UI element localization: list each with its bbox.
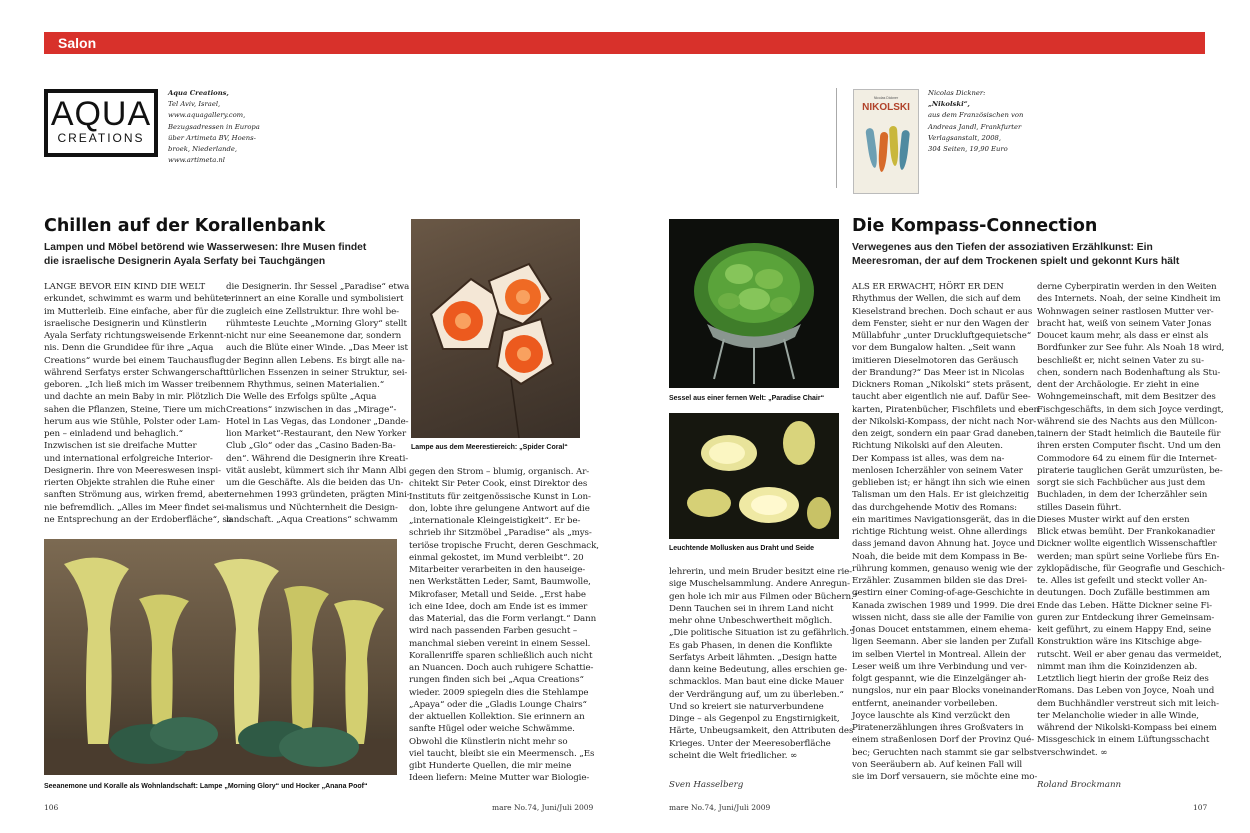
text-line: Joyce lauschte als Kind verzückt den xyxy=(852,710,1011,721)
text-line: Inzwischen ist sie dreifache Mutter xyxy=(44,441,197,452)
text-line: geboren. „Ich ließ mich im Wasser treiben xyxy=(44,380,227,390)
text-line: Es gab Phasen, in denen die Konflikte xyxy=(669,640,833,651)
text-line: sie im Dorf versauern, sie möchte eine mo- xyxy=(852,772,1038,782)
source-line: Bezugsadressen in Europa xyxy=(168,122,260,131)
text-line: dent der Archäologie. Er zieht in eine xyxy=(1037,380,1200,390)
text-line: manchmal sieben vereint in einem Sessel. xyxy=(409,638,591,649)
text-line: teriöse tropische Frucht, deren Geschmack, xyxy=(409,540,599,551)
text-line: sahen die Pflanzen, Steine, Tiere um mich xyxy=(44,404,226,415)
text-line: Härte, Unbeugsamkeit, den Attributen des xyxy=(669,726,854,737)
source-line: Tel Aviv, Israel, xyxy=(168,100,221,109)
text-line: keit geführt, zu einem Happy End, seine xyxy=(1037,625,1212,635)
text-line: landschaft. „Aqua Creations“ schwamm xyxy=(226,514,398,525)
text-line: Obwohl die Künstlerin nicht mehr so xyxy=(409,736,568,747)
text-line: einem straßenlosen Dorf der Provinz Qué- xyxy=(852,735,1035,746)
source-info-right xyxy=(928,88,1023,155)
article-subtitle-right xyxy=(852,241,1179,268)
text-line: nem Rhythmus, seinen Materialien.“ xyxy=(226,380,385,390)
source-line: „Nikolski“, xyxy=(928,100,970,109)
text-line: deutungen. Doch Zufälle bestimmen am xyxy=(1037,588,1210,599)
text-line: Designerin. Ihre von Meereswesen inspi- xyxy=(44,465,221,476)
article-title-left: Chillen auf der Korallenbank xyxy=(44,216,326,236)
text-line: Ende das Leben. Hätte Dickner seine Fi- xyxy=(1037,600,1212,611)
source-line: Andreas Jandl, Frankfurter xyxy=(928,122,1022,131)
aqua-creations-logo: AQUA CREATIONS xyxy=(44,89,158,157)
text-line: bracht hat, weiß von seinem Vater Jonas xyxy=(1037,318,1212,329)
text-line: Creations“ wurde bei einem Tauchausflug xyxy=(44,355,226,366)
text-line: gestirn einer Coming-of-age-Geschichte in xyxy=(852,588,1035,599)
text-line: gen hole ich mir aus Filmen oder Büchern.“ xyxy=(669,591,858,602)
text-line: folgt gespannt, wie die Einzelgänger ah- xyxy=(852,674,1027,684)
text-line: derne Cyberpiratin werden in den Weiten xyxy=(1037,282,1217,292)
text-line: zyklopädische, für Geografie und Geschich- xyxy=(1037,563,1225,574)
text-line: guren zur Entdeckung ihrer Gemeinsam- xyxy=(1037,612,1215,623)
text-line: rungen finden sich bei „Aqua Creations“ xyxy=(409,675,584,686)
text-line: Commodore 64 zu einem für die Internet- xyxy=(1037,453,1217,464)
text-line: ligen Seemann. Aber sie landen per Zufall xyxy=(852,637,1034,648)
text-line: stilles Dasein führt. xyxy=(1037,502,1122,513)
text-line: um die Geschäfte. Als die beiden das Un- xyxy=(226,478,404,488)
text-line: sanfte Hügel oder weiche Schwämme. xyxy=(409,724,575,735)
text-line: Kanada zwischen 1989 und 1999. Die drei xyxy=(852,600,1035,611)
text-line: Blick etwas bemüht. Der Frankokanadier xyxy=(1037,527,1215,537)
text-line: während sie des Nachts aus den Müllcon- xyxy=(1037,416,1218,427)
text-line: Krieges. Unter der Meeresoberfläche xyxy=(669,738,831,749)
text-line: sige Muschelsammlung. Andere Anregun- xyxy=(669,579,850,590)
text-line: während der Nikolski-Kompass bei einem xyxy=(1037,723,1217,733)
text-line: taucht aber eigentlich nie auf. Dafür See- xyxy=(852,392,1031,403)
text-line: Richtung Nikolski auf den Aleuten. xyxy=(852,441,1003,452)
text-line: den zeigt, sondern ein paar Grad daneben, xyxy=(852,429,1037,439)
text-line: das durchgehende Motiv des Romans: xyxy=(852,502,1017,513)
caption-spider-coral: Lampe aus dem Meerestiereich: „Spider Coral“ xyxy=(411,444,568,451)
source-line: Verlagsanstalt, 2008, xyxy=(928,133,1002,142)
subtitle-line: Verwegenes aus den Tiefen der assoziativen Erzählkunst: Ein xyxy=(852,242,1153,253)
text-line: erinnert an eine Koralle und symbolisiert xyxy=(226,294,404,305)
text-line: richtige Richtung weist. Ohne allerdings xyxy=(852,527,1027,537)
text-line: dem Buchhändler verstreut sich mit leich- xyxy=(1037,698,1219,709)
text-line: der Verdrängung auf, um zu überleben.“ xyxy=(669,689,844,700)
text-line: „internationale Kleingeistigkeit“. Er be- xyxy=(409,516,581,526)
text-line: Instituts für zeitgenössische Kunst in Lon- xyxy=(409,491,591,502)
text-line: Missgeschick in einem Lüftungsschacht xyxy=(1037,735,1210,746)
text-line: sorgt sie sich Fachbücher aus just dem xyxy=(1037,478,1206,488)
text-line: erkundet, schwimmt es warm und behütet xyxy=(44,294,228,305)
text-line: Fischgeschäfts, in dem sich Joyce verdingt, xyxy=(1037,404,1224,415)
text-line: einmal gekostet, im Mund verbleibt“. 20 xyxy=(409,552,584,563)
text-line: „Die politische Situation ist zu gefährlich.“ xyxy=(669,628,854,639)
text-line: herum aus wie Stühle, Polster oder Lam- xyxy=(44,416,221,427)
text-line: nen Werkstätten Leder, Samt, Baumwolle, xyxy=(409,577,591,588)
text-line: wird nach passenden Farben gesucht – xyxy=(409,626,578,637)
text-line: vität auslebt, kümmert sich ihr Mann Albi xyxy=(226,465,407,476)
text-line: te. Alles ist gefeilt und steckt voller An- xyxy=(1037,576,1207,586)
text-line: bec; Geruchten nach stammt sie gar selbst xyxy=(852,747,1037,758)
text-line: don, lobte ihre gelungene Antwort auf die xyxy=(409,503,590,514)
text-line: Die Welle des Erfolgs spülte „Aqua xyxy=(226,392,377,403)
text-line: dem Fenster, sieht er nur den Wagen der xyxy=(852,318,1029,329)
body-column-5 xyxy=(852,281,1040,783)
text-line: werden; man spürt seine Vorliebe fürs En- xyxy=(1037,551,1220,562)
text-line: Dinge – als Gegenpol zu Engstirnigkeit, xyxy=(669,714,840,724)
source-line: über Artimeta BV, Hoens- xyxy=(168,133,256,142)
text-line: ich eine Idee, doch am Ende ist es immer xyxy=(409,601,588,612)
source-line: www.artimeta.nl xyxy=(168,156,225,165)
issue-info-right: mare No.74, Juni/Juli 2009 xyxy=(669,803,771,812)
text-line: nicht nur eine Seeanemone dar, sondern xyxy=(226,331,402,341)
text-line: Dickner wollte eigentlich Wissenschaftler xyxy=(1037,539,1217,550)
text-line: nungslos, nur ein paar Blocks voneinander xyxy=(852,686,1037,697)
section-bar xyxy=(44,32,1205,54)
text-line: schmacklos. Man baut eine dicke Mauer xyxy=(669,677,844,688)
text-line: Letztlich liegt hierin der große Reiz des xyxy=(1037,674,1209,684)
page-number-right: 107 xyxy=(1193,803,1208,812)
source-line: Aqua Creations, xyxy=(168,89,229,97)
column-divider xyxy=(836,88,837,188)
text-line: ter Melancholie wieder in alle Winde, xyxy=(1037,710,1199,721)
text-line: verschwindet. ∞ xyxy=(1037,747,1108,758)
text-line: Talisman um den Hals. Er ist gleichzeitig xyxy=(852,490,1029,501)
text-line: Dickners Roman „Nikolski“ stets präsent, xyxy=(852,380,1032,390)
seeanemone-photo xyxy=(44,539,397,775)
text-line: „Apaya“ oder die „Gladis Lounge Chairs“ xyxy=(409,699,587,710)
text-line: rutscht. Weil er aber genau das vermeidet, xyxy=(1037,649,1222,660)
caption-paradise-chair: Sessel aus einer fernen Welt: „Paradise Chair“ xyxy=(669,395,825,402)
text-line: auch die Blüte einer Winde. „Das Meer ist xyxy=(226,343,408,354)
source-line: aus dem Französischen von xyxy=(928,111,1024,120)
text-line: Piratenerzählungen ihres Großvaters in xyxy=(852,723,1024,733)
text-line: rühmteste Leuchte „Morning Glory“ stellt xyxy=(226,318,407,329)
text-line: zugleich eine Zellstruktur. Ihre wohl be- xyxy=(226,306,399,317)
text-line: ALS ER ERWACHT, HÖRT ER DEN xyxy=(852,282,1004,292)
text-line: karten, Piratenbücher, Fischfilets und eben xyxy=(852,404,1040,415)
text-line: wissen nicht, dass sie alle der Familie von xyxy=(852,612,1033,623)
page-number-left: 106 xyxy=(44,803,59,812)
subtitle-line: Meeresroman, der auf dem Trockenen spielt und gekonnt Kurs hält xyxy=(852,255,1180,267)
text-line: türlichen Essenzen in seiner Struktur, sei- xyxy=(226,367,408,378)
text-line: ne Entsprechung an der Erdoberfläche“, so xyxy=(44,514,232,525)
text-line: und dachte an mein Baby in mir. Plötzlich xyxy=(44,392,224,403)
text-line: Erzähler. Zusammen bilden sie das Drei- xyxy=(852,576,1028,586)
text-line: wieder. 2009 spiegeln dies die Stehlampe xyxy=(409,687,589,698)
text-line: der Brandung?“ Das Meer ist in Nicolas xyxy=(852,367,1025,378)
text-line: Jonas Doucet entstammen, einem ehema- xyxy=(852,625,1032,635)
author-signature-left: Sven Hasselberg xyxy=(669,780,744,790)
text-line: Korallenriffe sparen schließlich auch nicht xyxy=(409,650,593,661)
text-line: nis. Denn die Grundidee für ihre „Aqua xyxy=(44,343,214,354)
text-line: Konstruktion wäre ins Kitschige abge- xyxy=(1037,637,1202,648)
text-line: nimmt man ihm die Koinzidenzen ab. xyxy=(1037,661,1198,672)
text-line: der Nikolski-Kompass, der nicht nach Nor- xyxy=(852,416,1037,427)
article-title-right: Die Kompass-Connection xyxy=(852,216,1098,236)
spider-coral-photo xyxy=(411,219,580,438)
text-line: Dieses Muster wirkt auf den ersten xyxy=(1037,514,1190,525)
text-line: Buchladen, in dem der Icherzähler sein xyxy=(1037,490,1208,501)
text-line: Und so kreiert sie naturverbundene xyxy=(669,701,824,712)
text-line: Bordfunker zur See fuhr. Als Noah 18 wird, xyxy=(1037,343,1225,354)
caption-mollusk-lights: Leuchtende Mollusken aus Draht und Seide xyxy=(669,545,815,552)
text-line: Müllabfuhr „unter Druckluftgequietsche“ xyxy=(852,331,1032,341)
text-line: gibt Hunderte Quellen, die mir meine xyxy=(409,761,572,771)
text-line: Romans. Das Leben von Joyce, Noah und xyxy=(1037,686,1215,697)
text-line: von Seeräubern ab. Auf keinen Fall will xyxy=(852,759,1023,770)
text-line: beschließt er, nicht seinen Vater zu su- xyxy=(1037,355,1204,366)
mollusk-lights-photo xyxy=(669,413,839,539)
text-line: an Nuancen. Doch auch ruhigere Schattie- xyxy=(409,663,594,673)
text-line: sanften Strömung aus, wirken fremd, aber xyxy=(44,490,228,501)
paradise-chair-photo xyxy=(669,219,839,388)
subtitle-line: Lampen und Möbel betörend wie Wasserwesen: Ihre Musen findet xyxy=(44,242,367,253)
text-line: schrieb ihr Sitzmöbel „Paradise“ als „mys- xyxy=(409,528,592,539)
body-column-6 xyxy=(1037,281,1225,759)
text-line: Doucet kaum mehr, als dass er einst als xyxy=(1037,331,1209,341)
text-line: Wohnwagen seiner rastlosen Mutter ver- xyxy=(1037,306,1214,317)
text-line: israelische Designerin und Künstlerin xyxy=(44,318,207,329)
text-line: Ideen liefern: Meine Mutter war Biologie- xyxy=(409,773,590,784)
text-line: LANGE BEVOR EIN KIND DIE WELT xyxy=(44,282,206,292)
text-line: Kieselstrand brechen. Doch schaut er aus xyxy=(852,306,1033,317)
source-line: Nicolas Dickner: xyxy=(928,89,986,97)
text-line: das Material, das die Form verlangt.“ Dann xyxy=(409,614,597,624)
source-line: www.aquagallery.com, xyxy=(168,111,246,120)
text-line: im Mutterleib. Eine einfache, aber für die xyxy=(44,306,224,317)
text-line: ein maritimes Navigationsgerät, das in die xyxy=(852,514,1036,525)
text-line: entfernt, aneinander vorbeileben. xyxy=(852,698,998,709)
text-line: Wohngemeinschaft, mit dem Besitzer des xyxy=(1037,392,1216,403)
source-line: 304 Seiten, 19,90 Euro xyxy=(928,145,1008,154)
text-line: chen, sondern nach Bodenhaftung als Stu- xyxy=(1037,367,1221,378)
text-line: Serfatys Arbeit lähmten. „Design hatte xyxy=(669,652,837,663)
text-line: Mikrofaser, Metall und Seide. „Erst habe xyxy=(409,589,586,600)
source-line: broek, Niederlande, xyxy=(168,145,238,154)
text-line: dann keine Bedeutung, alles erschien ge- xyxy=(669,665,848,675)
text-line: Hotel in Las Vegas, das Londoner „Dande- xyxy=(226,416,409,427)
text-line: imitieren Dieselmotoren das Geräusch xyxy=(852,355,1019,366)
text-line: im selben Viertel in Montreal. Allein der xyxy=(852,649,1026,660)
source-info-left xyxy=(168,88,260,166)
body-column-3 xyxy=(409,466,599,785)
text-line: rührung kommen, genauso wenig wie der xyxy=(852,563,1033,574)
text-line: gegen den Strom – blumig, organisch. Ar- xyxy=(409,467,590,477)
text-line: Creations“ inzwischen in das „Mirage“- xyxy=(226,404,397,415)
subtitle-line: die israelische Designerin Ayala Serfaty bei Tauchgängen xyxy=(44,255,326,267)
text-line: die Designerin. Ihr Sessel „Paradise“ etwa xyxy=(226,282,410,292)
text-line: mehr ohne Unbeschwertheit möglich. xyxy=(669,616,833,626)
text-line: lion Market“-Restaurant, den New Yorker xyxy=(226,429,407,439)
author-signature-right: Roland Brockmann xyxy=(1037,780,1122,790)
text-line: Mitarbeiter verarbeiten in den hauseige- xyxy=(409,565,586,575)
text-line: nie befremdlich. „Alles im Meer findet sei- xyxy=(44,502,227,513)
text-line: lehrerin, und mein Bruder besitzt eine rie- xyxy=(669,567,853,577)
text-line: malismus und Nüchternheit die Design- xyxy=(226,502,398,513)
text-line: viel taucht, bleibt sie ein Meermensch. „Es xyxy=(409,748,595,759)
text-line: der aktuellen Kollektion. Sie erinnern an xyxy=(409,712,585,722)
text-line: Noah, die beide mit dem Kompass in Be- xyxy=(852,551,1028,562)
issue-info-left: mare No.74, Juni/Juli 2009 xyxy=(492,803,594,812)
text-line: rierten Objekte strahlen die Ruhe einer xyxy=(44,478,215,488)
text-line: während Serfatys erster Schwangerschaft xyxy=(44,367,227,378)
caption-seeanemone: Seeanemone und Koralle als Wohnlandschaft: Lampe „Morning Glory“ und Hocker „Anana Poof“ xyxy=(44,783,368,790)
text-line: ternehmen 1993 gründeten, prägten Mini- xyxy=(226,490,410,501)
body-column-4 xyxy=(669,566,858,762)
text-line: dass jemand davon Ahnung hat. Joyce und xyxy=(852,539,1035,550)
text-line: des Internets. Noah, der seine Kindheit im xyxy=(1037,294,1221,305)
section-label: Salon xyxy=(58,35,97,51)
text-line: tainern der Stadt heimlich die Bauteile für xyxy=(1037,429,1221,439)
text-line: und international erfolgreiche Interior- xyxy=(44,453,213,464)
text-line: Rhythmus der Wellen, die sich auf dem xyxy=(852,294,1021,305)
text-line: geblieben ist; er hängt ihn sich wie einen xyxy=(852,478,1031,488)
text-line: Ayala Serfaty richtungsweisende Erkennt- xyxy=(44,331,227,341)
text-line: den“. Während die Designerin ihre Kreati- xyxy=(226,453,409,464)
body-column-2 xyxy=(226,281,410,526)
text-line: menlosen Icherzähler von seinem Vater xyxy=(852,465,1023,476)
text-line: pen – einladend und behaglich.“ xyxy=(44,429,183,439)
text-line: scheint die Welt friedlicher. ∞ xyxy=(669,750,798,761)
text-line: Denn Tauchen sei in ihrem Land nicht xyxy=(669,603,834,614)
text-line: Leser weiß um ihre Verbindung und ver- xyxy=(852,661,1027,672)
text-line: vor dem Bungalow halten. „Seit wann xyxy=(852,343,1016,354)
article-subtitle-left xyxy=(44,241,366,268)
text-line: ihren ersten Computer fischt. Und um den xyxy=(1037,441,1221,452)
text-line: Der Kompass ist alles, was dem na- xyxy=(852,453,1005,464)
text-line: der Beginn allen Lebens. Es birgt alle na- xyxy=(226,355,405,366)
text-line: piraterie tauglichen Gerät umzurüsten, be- xyxy=(1037,465,1223,476)
book-cover-nikolski: Nicolas Dickner NIKOLSKI xyxy=(853,89,919,194)
text-line: Club „Glo“ oder das „Casino Baden-Ba- xyxy=(226,441,396,452)
text-line: chitekt Sir Peter Cook, einst Direktor des xyxy=(409,479,588,490)
body-column-1 xyxy=(44,281,232,526)
